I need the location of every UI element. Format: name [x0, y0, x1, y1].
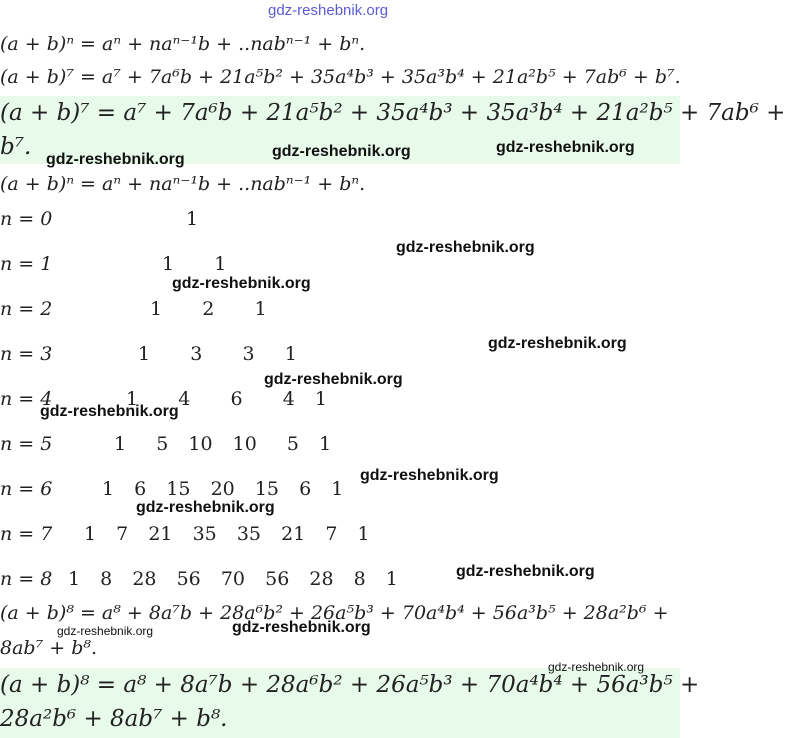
watermark: gdz-reshebnik.org: [232, 619, 371, 636]
triangle-label-n0: n = 0: [0, 208, 53, 230]
watermark-top[interactable]: gdz-reshebnik.org: [268, 2, 389, 19]
triangle-row-n1: 1 1: [162, 253, 227, 275]
watermark: gdz-reshebnik.org: [172, 275, 311, 292]
triangle-label-n5: n = 5: [0, 433, 53, 455]
watermark: gdz-reshebnik.org: [46, 151, 185, 168]
watermark: gdz-reshebnik.org: [548, 660, 645, 674]
expansion-power-7: (a + b)⁷ = a⁷ + 7a⁶b + 21a⁵b² + 35a⁴b³ + 35a³b⁴ + 21a²b⁵ + 7ab⁶ + b⁷.: [0, 66, 681, 88]
triangle-label-n2: n = 2: [0, 298, 53, 320]
triangle-label-n1: n = 1: [0, 253, 53, 275]
watermark: gdz-reshebnik.org: [396, 239, 535, 256]
triangle-row-n7: 1 7 21 35 35 21 7 1: [84, 523, 370, 545]
watermark: gdz-reshebnik.org: [272, 143, 411, 160]
watermark: gdz-reshebnik.org: [488, 335, 627, 352]
answer-7-line-1: (a + b)⁷ = a⁷ + 7a⁶b + 21a⁵b² + 35a⁴b³ + 35a³b⁴ + 21a²b⁵ + 7ab⁶ +: [0, 100, 785, 126]
answer-8-line-1: (a + b)⁸ = a⁸ + 8a⁷b + 28a⁶b² + 26a⁵b³ + 70a⁴b⁴ + 56a³b⁵ +: [0, 672, 700, 698]
watermark: gdz-reshebnik.org: [496, 139, 635, 156]
triangle-label-n3: n = 3: [0, 343, 53, 365]
triangle-label-n8: n = 8: [0, 568, 53, 590]
general-formula-1: (a + b)ⁿ = aⁿ + naⁿ⁻¹b + ..nabⁿ⁻¹ + bⁿ.: [0, 33, 366, 55]
expansion-power-8-line-1: (a + b)⁸ = a⁸ + 8a⁷b + 28a⁶b² + 26a⁵b³ + 70a⁴b⁴ + 56a³b⁵ + 28a²b⁶ +: [0, 602, 669, 624]
triangle-row-n0: 1: [186, 208, 199, 230]
triangle-row-n8: 1 8 28 56 70 56 28 8 1: [68, 568, 398, 590]
triangle-label-n6: n = 6: [0, 478, 53, 500]
triangle-row-n4: 1 4 6 4 1: [126, 388, 327, 410]
expansion-power-8-line-2: 8ab⁷ + b⁸.: [0, 637, 98, 659]
watermark: gdz-reshebnik.org: [456, 563, 595, 580]
watermark: gdz-reshebnik.org: [57, 624, 154, 638]
watermark: gdz-reshebnik.org: [360, 467, 499, 484]
triangle-row-n2: 1 2 1: [150, 298, 267, 320]
answer-8-line-2: 28a²b⁶ + 8ab⁷ + b⁸.: [0, 706, 228, 732]
watermark: gdz-reshebnik.org: [136, 499, 275, 516]
triangle-label-n4: n = 4: [0, 388, 53, 410]
triangle-label-n7: n = 7: [0, 523, 53, 545]
watermark: gdz-reshebnik.org: [40, 403, 179, 420]
watermark: gdz-reshebnik.org: [264, 371, 403, 388]
highlight-answer-8: [0, 668, 700, 738]
triangle-row-n3: 1 3 3 1: [138, 343, 297, 365]
general-formula-2: (a + b)ⁿ = aⁿ + naⁿ⁻¹b + ..nabⁿ⁻¹ + bⁿ.: [0, 173, 366, 195]
triangle-row-n5: 1 5 10 10 5 1: [114, 433, 332, 455]
triangle-row-n6: 1 6 15 20 15 6 1: [102, 478, 344, 500]
answer-7-line-2: b⁷.: [0, 134, 32, 160]
